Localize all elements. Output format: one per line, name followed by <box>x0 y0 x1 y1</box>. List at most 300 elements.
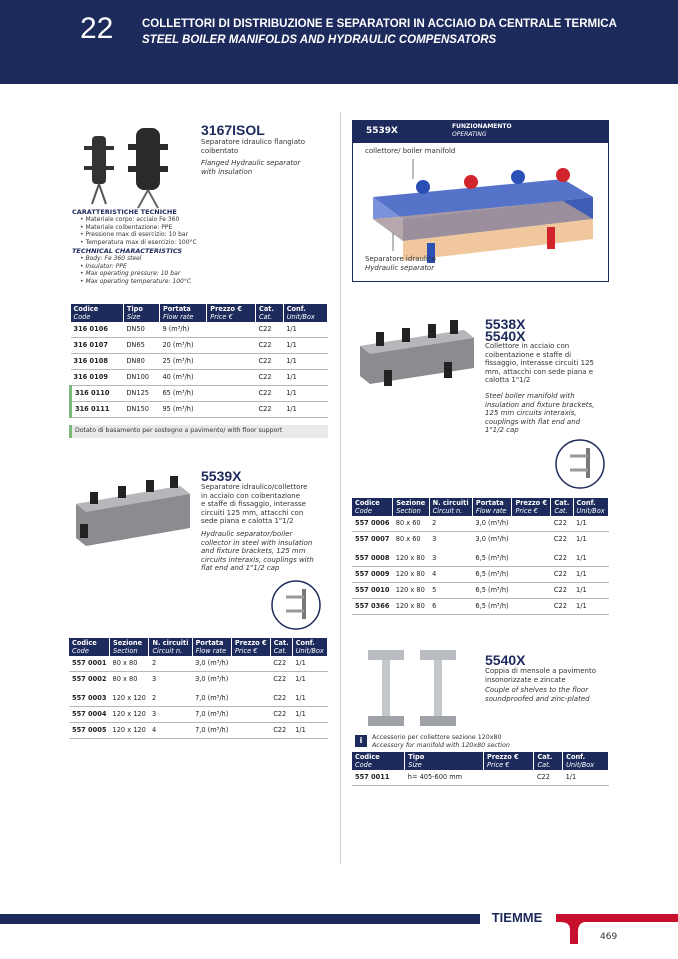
desc-it <box>201 138 305 155</box>
column-header <box>283 304 327 322</box>
desc-it-5540 <box>485 667 596 684</box>
table-cell: 557 0005 <box>69 723 110 739</box>
bullet-icon: • <box>80 277 86 285</box>
column-header <box>159 304 206 322</box>
table-cell: C22 <box>534 770 563 786</box>
table-cell: 120 x 80 <box>393 583 429 599</box>
table-cell: 1/1 <box>283 386 327 402</box>
column-header-it: N. circuiti <box>152 639 189 647</box>
table-cell: 1/1 <box>283 338 327 354</box>
desc-line: and fixture brackets, 125 mm <box>201 547 306 555</box>
column-header-en: Section <box>113 647 138 655</box>
table-cell: C22 <box>256 322 284 338</box>
column-header-en: Cat. <box>537 761 551 769</box>
hydraulic-separator-image <box>78 118 188 210</box>
table-cell: DN150 <box>123 402 159 418</box>
table-cell: C22 <box>551 516 573 532</box>
table-row <box>71 354 328 370</box>
table-cell: 120 x 120 <box>110 707 149 723</box>
operating-label-it: FUNZIONAMENTO <box>452 123 512 130</box>
column-header-it: Portata <box>195 639 224 647</box>
table-5539x <box>69 638 328 739</box>
table-cell <box>512 549 551 567</box>
table-row <box>352 532 609 550</box>
table-cell <box>231 656 270 672</box>
table-cell: C22 <box>551 567 573 583</box>
column-header <box>123 304 159 322</box>
bracket-icon <box>554 438 606 490</box>
feature-item <box>80 224 332 232</box>
column-header-it: Prezzo € <box>210 305 242 313</box>
feature-text: Max operating temperature: 100°C <box>85 277 192 285</box>
table-cell: 4 <box>149 723 192 739</box>
table-cell: C22 <box>551 599 573 615</box>
table-row <box>71 386 328 402</box>
table-cell: C22 <box>551 549 573 567</box>
column-header-en: Cat. <box>259 313 273 321</box>
table-cell: C22 <box>256 402 284 418</box>
table-row <box>69 723 328 739</box>
table-cell: 80 x 80 <box>110 656 149 672</box>
desc-en-5538 <box>485 392 594 435</box>
table-cell: 557 0007 <box>352 532 393 550</box>
header-title-en: STEEL BOILER MANIFOLDS AND HYDRAULIC COMPENSATORS <box>142 34 497 46</box>
table-cell: 6,5 (m³/h) <box>472 549 512 567</box>
column-header <box>352 498 393 516</box>
desc-line: coibentazione e staffe di <box>485 350 572 359</box>
steel-manifold-image <box>354 316 479 388</box>
operating-frame <box>352 142 609 282</box>
table-cell: 1/1 <box>292 689 327 707</box>
table-cell: 2 <box>149 656 192 672</box>
table-cell: 1/1 <box>292 707 327 723</box>
table-cell: 120 x 80 <box>393 549 429 567</box>
column-header-en: Code <box>73 313 91 321</box>
table-cell: 316 0110 <box>71 386 124 402</box>
table-cell: h= 405-600 mm <box>405 770 484 786</box>
table-5538x <box>352 498 609 615</box>
column-header-it: Conf. <box>566 753 586 761</box>
floor-support-note: Dotato di basamento per sostegno a pavimento/ with floor support <box>69 425 328 438</box>
feature-item <box>80 270 332 278</box>
table-cell: C22 <box>256 338 284 354</box>
desc-line: insulation and fixture brackets, <box>485 400 595 409</box>
feature-item <box>80 278 332 286</box>
column-header-en: Flow rate <box>162 313 194 321</box>
column-header-en: Size <box>408 761 422 769</box>
operating-code: 5539X <box>366 126 398 136</box>
column-header-en: Price € <box>210 313 233 321</box>
column-header <box>393 498 429 516</box>
desc-line: circuiti 125 mm, attacchi con <box>201 508 304 517</box>
table-cell: 120 x 120 <box>110 723 149 739</box>
table-cell: 25 (m³/h) <box>159 354 206 370</box>
column-header-it: N. circuiti <box>432 499 469 507</box>
table-cell <box>512 567 551 583</box>
table-row <box>69 656 328 672</box>
feature-text: Materiale coibentazione: PPE <box>85 223 173 231</box>
column-header <box>270 638 292 656</box>
table-cell: 6,5 (m³/h) <box>472 567 512 583</box>
table-row <box>352 599 609 615</box>
table-cell: 1/1 <box>573 549 608 567</box>
table-cell: 557 0366 <box>352 599 393 615</box>
table-cell: 120 x 120 <box>110 689 149 707</box>
table-cell: C22 <box>256 354 284 370</box>
table-row <box>71 370 328 386</box>
column-header-en: Flow rate <box>195 647 227 655</box>
column-header <box>149 638 192 656</box>
separator-label-en: Hydraulic separator <box>365 264 435 272</box>
feature-item <box>80 263 332 271</box>
table-cell: 4 <box>429 567 472 583</box>
column-header-en: Cat. <box>273 647 288 655</box>
table-cell: 1/1 <box>292 672 327 690</box>
table-cell: C22 <box>270 689 292 707</box>
table-cell: 557 0010 <box>352 583 393 599</box>
column-header <box>71 304 124 322</box>
product-code-5539x: 5539X <box>201 468 242 484</box>
column-header-it: Tipo <box>126 305 143 313</box>
column-header <box>534 752 563 770</box>
table-row <box>71 338 328 354</box>
column-header <box>352 752 405 770</box>
table-cell: 557 0004 <box>69 707 110 723</box>
column-header-en: Section <box>396 507 421 515</box>
table-cell: 1/1 <box>292 656 327 672</box>
bracket-icon <box>270 579 322 631</box>
table-cell: 3 <box>149 707 192 723</box>
column-header <box>429 498 472 516</box>
table-cell <box>512 599 551 615</box>
desc-line: e staffe di fissaggio, interasse <box>201 500 306 508</box>
page-header <box>0 0 678 84</box>
table-row <box>71 322 328 338</box>
desc-line: Couple of shelves to the floor <box>485 686 589 694</box>
table-row <box>71 402 328 418</box>
column-header-it: Cat. <box>537 753 553 761</box>
table-cell <box>512 583 551 599</box>
table-cell <box>231 672 270 690</box>
table-cell: 557 0006 <box>352 516 393 532</box>
table-cell: DN80 <box>123 354 159 370</box>
bullet-icon: • <box>80 238 86 246</box>
column-header-it: Sezione <box>396 499 426 507</box>
info-icon: i <box>355 735 367 747</box>
table-cell: C22 <box>256 386 284 402</box>
column-header <box>110 638 149 656</box>
column-header-it: Codice <box>355 753 380 761</box>
table-cell <box>512 516 551 532</box>
column-header-en: Size <box>126 313 141 321</box>
table-cell: 40 (m³/h) <box>159 370 206 386</box>
column-header <box>573 498 608 516</box>
table-cell: 95 (m³/h) <box>159 402 206 418</box>
column-header-it: Codice <box>73 305 99 313</box>
feature-text: Pressione max di esercizio: 10 bar <box>85 231 189 238</box>
table-row <box>352 770 609 786</box>
column-header <box>69 638 110 656</box>
feature-item <box>80 255 332 263</box>
desc-line: couplings with flat end and <box>485 417 581 426</box>
desc-line: 1"1/2 cap <box>485 426 519 434</box>
table-cell: 3 <box>429 549 472 567</box>
column-header-it: Codice <box>72 639 97 647</box>
column-header-en: Price € <box>234 647 258 655</box>
column-header-it: Sezione <box>113 639 143 647</box>
table-cell: 1/1 <box>573 583 608 599</box>
table-cell: 3,0 (m³/h) <box>472 532 512 550</box>
column-header-en: Cat. <box>554 507 568 515</box>
column-header-it: Conf. <box>576 499 596 507</box>
table-cell: 7,0 (m³/h) <box>192 707 231 723</box>
table-cell: C22 <box>551 583 573 599</box>
feature-item <box>80 239 332 247</box>
desc-line: Coppia di mensole a pavimento <box>485 667 597 675</box>
desc-line: fissaggio, interasse circuiti 125 <box>485 359 595 367</box>
table-cell: 6,5 (m³/h) <box>472 599 512 615</box>
table-cell: 316 0108 <box>71 354 124 370</box>
product-code-3167isol: 3167ISOL <box>201 122 265 138</box>
desc-line: soundproofed and zinc-plated <box>485 694 590 703</box>
brand-logo: TIEMME <box>491 910 543 925</box>
table-cell: C22 <box>256 370 284 386</box>
table-cell: 316 0107 <box>71 338 124 354</box>
column-header-it: Tipo <box>408 753 425 761</box>
table-cell: 1/1 <box>283 370 327 386</box>
column-header <box>512 498 551 516</box>
chapter-number: 22 <box>80 12 114 45</box>
table-cell: 557 0002 <box>69 672 110 690</box>
column-header-it: Codice <box>355 499 380 507</box>
feature-text: Temperatura max di esercizio: 100°C <box>85 238 197 246</box>
column-header-it: Portata <box>475 499 504 507</box>
table-cell: 3,0 (m³/h) <box>192 656 231 672</box>
desc-line: in acciaio con coibentazione <box>201 491 301 500</box>
table-cell: DN50 <box>123 322 159 338</box>
table-cell: 120 x 80 <box>393 599 429 615</box>
table-cell: 557 0001 <box>69 656 110 672</box>
column-header-en: Circuit n. <box>152 647 183 655</box>
table-cell <box>207 370 256 386</box>
table-cell: 1/1 <box>283 322 327 338</box>
desc-en-5540 <box>485 686 590 703</box>
table-cell <box>231 723 270 739</box>
desc-line: insonorizzate e zincate <box>485 675 566 684</box>
table-cell: 2 <box>429 516 472 532</box>
desc-line: Separatore idraulico flangiato <box>201 138 306 146</box>
table-cell: 316 0111 <box>71 402 124 418</box>
column-header <box>405 752 484 770</box>
table-cell: 80 x 80 <box>110 672 149 690</box>
table-cell <box>207 386 256 402</box>
column-header-en: Unit/Box <box>295 647 324 655</box>
accessory-note-it: Accessorio per collettore sezione 120x80 <box>372 734 502 741</box>
bullet-icon: • <box>80 223 86 231</box>
desc-it-5538 <box>485 342 594 385</box>
operating-header <box>352 120 609 142</box>
table-cell: 557 0003 <box>69 689 110 707</box>
column-header-it: Cat. <box>259 305 274 313</box>
table-cell: 1/1 <box>283 402 327 418</box>
table-cell: 1/1 <box>573 516 608 532</box>
desc-line: with insulation <box>201 167 253 176</box>
column-header <box>563 752 609 770</box>
column-header-en: Code <box>72 647 89 655</box>
column-header-en: Unit/Box <box>286 313 315 321</box>
column-header <box>231 638 270 656</box>
desc-line: Flanged Hydraulic separator <box>201 159 301 167</box>
table-cell: 80 x 60 <box>393 516 429 532</box>
table-row <box>69 689 328 707</box>
table-cell: C22 <box>270 723 292 739</box>
table-cell: DN65 <box>123 338 159 354</box>
column-header <box>472 498 512 516</box>
table-cell: C22 <box>270 707 292 723</box>
desc-line: calotta 1"1/2 <box>485 376 531 384</box>
table-cell: DN100 <box>123 370 159 386</box>
table-cell: 2 <box>149 689 192 707</box>
column-header-it: Prezzo € <box>234 639 267 647</box>
desc-line: 125 mm circuits interaxis, <box>485 409 577 417</box>
desc-line: coibentato <box>201 146 239 155</box>
column-header-en: Code <box>355 761 372 769</box>
column-divider <box>340 112 341 864</box>
table-cell: C22 <box>270 656 292 672</box>
table-cell: 20 (m³/h) <box>159 338 206 354</box>
features-title-it: CARATTERISTICHE TECNICHE <box>72 208 177 216</box>
column-header-en: Flow rate <box>475 507 507 515</box>
column-header <box>192 638 231 656</box>
table-cell: 1/1 <box>292 723 327 739</box>
table-cell: 9 (m³/h) <box>159 322 206 338</box>
column-header-en: Unit/Box <box>566 761 595 769</box>
column-header-en: Circuit n. <box>432 507 463 515</box>
column-header <box>256 304 284 322</box>
table-cell: 316 0106 <box>71 322 124 338</box>
column-header <box>207 304 256 322</box>
technical-characteristics <box>72 208 332 285</box>
product-code-5540x: 5540X <box>485 328 526 344</box>
separator-label-it: Separatore idraulico <box>365 255 436 263</box>
table-cell: 1/1 <box>563 770 609 786</box>
desc-line: Collettore in acciaio con <box>485 342 570 350</box>
table-cell: 80 x 60 <box>393 532 429 550</box>
table-cell <box>207 338 256 354</box>
table-3167isol <box>69 304 328 418</box>
table-cell <box>512 532 551 550</box>
table-cell <box>207 322 256 338</box>
table-cell <box>231 707 270 723</box>
accessory-note-en: Accessory for manifold with 120x80 section <box>372 742 510 749</box>
desc-line: mm, attacchi con sede piana e <box>485 367 594 376</box>
table-cell: 5 <box>429 583 472 599</box>
table-cell: 1/1 <box>283 354 327 370</box>
table-row <box>352 549 609 567</box>
separator-collector-image <box>70 464 195 550</box>
column-header-it: Conf. <box>286 305 306 313</box>
table-cell: DN125 <box>123 386 159 402</box>
desc-en <box>201 159 300 176</box>
footer-bar <box>0 914 480 924</box>
table-cell <box>231 689 270 707</box>
table-cell: 65 (m³/h) <box>159 386 206 402</box>
bullet-icon: • <box>80 262 86 270</box>
page-number: 469 <box>600 932 618 942</box>
column-header-it: Prezzo € <box>486 753 519 761</box>
desc-line: Steel boiler manifold with <box>485 392 575 400</box>
feature-item <box>80 216 332 224</box>
desc-line: Hydraulic separator/boiler <box>201 530 293 538</box>
product-code-5540x-shelves: 5540X <box>485 652 526 668</box>
feature-item <box>80 231 332 239</box>
bullet-icon: • <box>80 231 86 238</box>
desc-line: circuits interaxis, couplings with <box>201 555 314 564</box>
desc-line: Separatore idraulico/collettore <box>201 483 308 491</box>
bullet-icon: • <box>80 270 86 277</box>
features-title-en: TECHNICAL CHARACTERISTICS <box>72 247 183 255</box>
table-cell: 1/1 <box>573 567 608 583</box>
column-header-en: Unit/Box <box>576 507 605 515</box>
feature-text: Insulator: PPE <box>85 262 127 270</box>
desc-it-5539 <box>201 483 307 526</box>
column-header-en: Code <box>355 507 372 515</box>
table-row <box>352 516 609 532</box>
table-cell: 120 x 80 <box>393 567 429 583</box>
desc-en-5539 <box>201 530 314 573</box>
table-cell <box>207 402 256 418</box>
column-header <box>551 498 573 516</box>
table-cell: C22 <box>270 672 292 690</box>
table-cell: 316 0109 <box>71 370 124 386</box>
table-cell: 3,0 (m³/h) <box>472 516 512 532</box>
desc-line: flat end and 1"1/2 cap <box>201 564 280 572</box>
column-header-it: Cat. <box>554 499 570 507</box>
product-code-5538x: 5538X <box>485 316 526 332</box>
header-title-it: COLLETTORI DI DISTRIBUZIONE E SEPARATORI IN ACCIAIO DA CENTRALE TERMICA <box>142 18 617 30</box>
column-header-en: Price € <box>515 507 538 515</box>
column-header <box>292 638 327 656</box>
table-5540x <box>352 752 609 786</box>
column-header <box>483 752 533 770</box>
table-cell: 7,0 (m³/h) <box>192 689 231 707</box>
table-cell: 3 <box>149 672 192 690</box>
table-cell: 1/1 <box>573 532 608 550</box>
floor-shelves-image <box>362 648 466 730</box>
column-header-en: Price € <box>486 761 510 769</box>
feature-text: Materiale corpo: acciaio Fe 360 <box>85 216 180 223</box>
feature-text: Body: Fe 360 steel <box>85 255 142 262</box>
bullet-icon: • <box>80 216 86 223</box>
table-cell: 557 0008 <box>352 549 393 567</box>
column-header-it: Cat. <box>273 639 289 647</box>
table-cell: C22 <box>551 532 573 550</box>
table-cell: 3,0 (m³/h) <box>192 672 231 690</box>
desc-line: collector in steel with insulation <box>201 538 313 547</box>
table-row <box>69 707 328 723</box>
table-row <box>352 567 609 583</box>
table-cell: 557 0009 <box>352 567 393 583</box>
column-header-it: Prezzo € <box>515 499 548 507</box>
table-cell: 1/1 <box>573 599 608 615</box>
collector-label: collettore/ boiler manifold <box>365 147 456 155</box>
table-row <box>352 583 609 599</box>
table-cell: 557 0011 <box>352 770 405 786</box>
table-cell: 7,0 (m³/h) <box>192 723 231 739</box>
feature-text: Max operating pressure: 10 bar <box>85 270 181 277</box>
column-header-it: Conf. <box>295 639 315 647</box>
table-cell: 6,5 (m³/h) <box>472 583 512 599</box>
